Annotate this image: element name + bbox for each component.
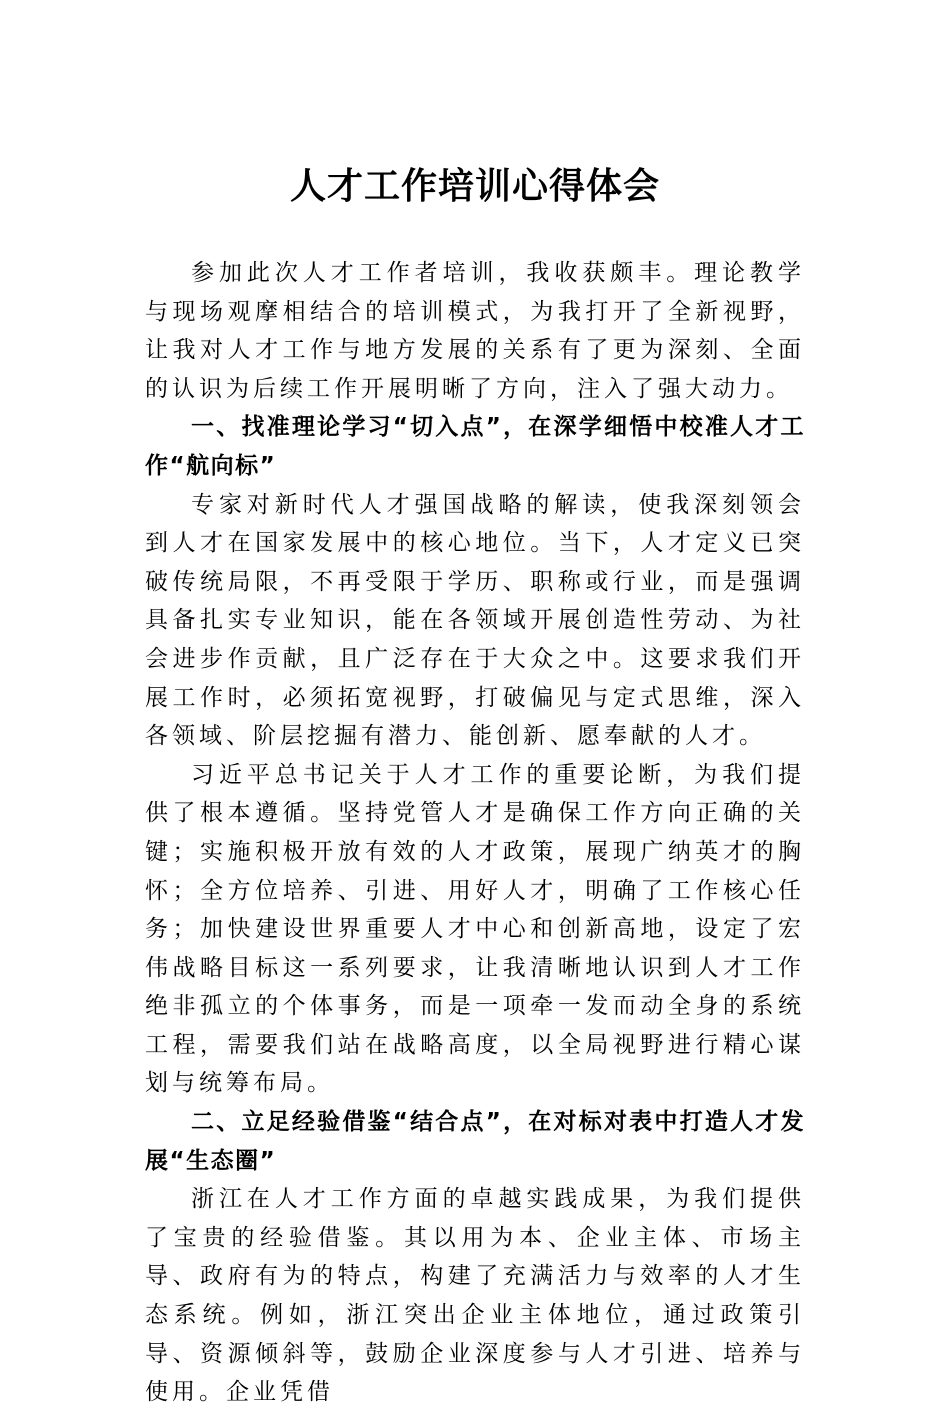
document-body	[145, 254, 805, 1412]
section-2-heading: 二、立足经验借鉴“结合点”，在对标对表中打造人才发展“生态圈”	[145, 1109, 805, 1174]
section-2-paragraph-1: 浙江在人才工作方面的卓越实践成果，为我们提供了宝贵的经验借鉴。其以用为本、企业主体、市场主导、政府有为的特点，构建了充满活力与效率的人才生态系统。例如，浙江突出企业主体地位，通过政策引导、资源倾斜等，鼓励企业深度参与人才引进、培养与使用。企业凭借	[145, 1186, 805, 1406]
section-1-paragraph-1: 专家对新时代人才强国战略的解读，使我深刻领会到人才在国家发展中的核心地位。当下，人才定义已突破传统局限，不再受限于学历、职称或行业，而是强调具备扎实专业知识，能在各领域开展创造性劳动、为社会进步作贡献，且广泛存在于大众之中。这要求我们开展工作时，必须拓宽视野，打破偏见与定式思维，深入各领域、阶层挖掘有潜力、能创新、愿奉献的人才。	[145, 491, 805, 750]
intro-paragraph: 参加此次人才工作者培训，我收获颇丰。理论教学与现场观摩相结合的培训模式，为我打开了全新视野，让我对人才工作与地方发展的关系有了更为深刻、全面的认识为后续工作开展明晰了方向，注入了强大动力。	[145, 260, 805, 402]
document-title: 人才工作培训心得体会	[289, 165, 660, 207]
section-1-heading: 一、找准理论学习“切入点”，在深学细悟中校准人才工作“航向标”	[145, 414, 805, 479]
section-1-paragraph-2: 习近平总书记关于人才工作的重要论断，为我们提供了根本遵循。坚持党管人才是确保工作方向正确的关键；实施积极开放有效的人才政策，展现广纳英才的胸怀；全方位培养、引进、用好人才，明确了工作核心任务；加快建设世界重要人才中心和创新高地，设定了宏伟战略目标这一系列要求，让我清晰地认识到人才工作绝非孤立的个体事务，而是一项牵一发而动全身的系统工程，需要我们站在战略高度，以全局视野进行精心谋划与统筹布局。	[145, 761, 805, 1097]
